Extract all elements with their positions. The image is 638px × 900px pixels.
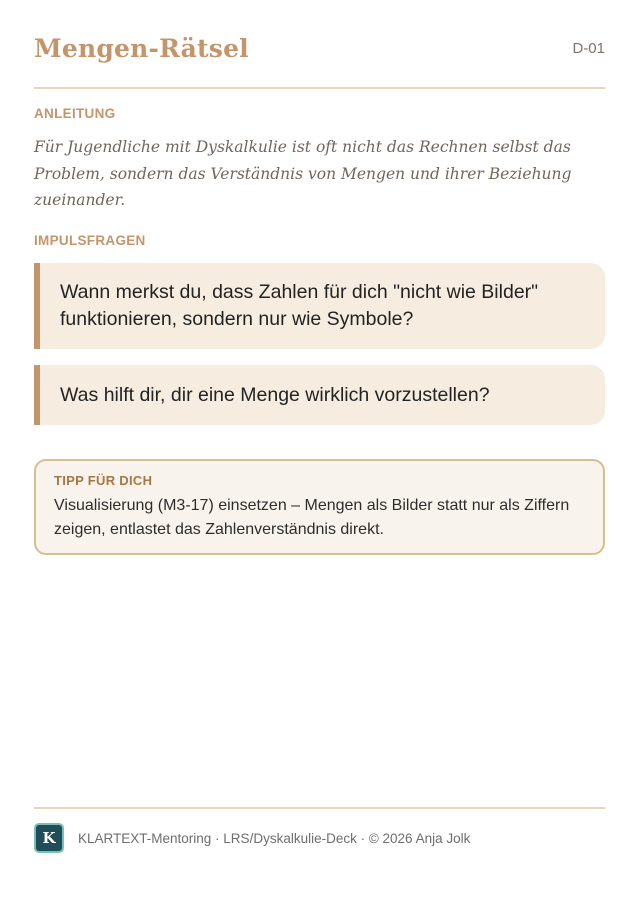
questions-label: IMPULSFRAGEN xyxy=(34,233,146,248)
brand-logo-icon xyxy=(34,823,64,853)
card xyxy=(34,0,605,900)
footer-divider xyxy=(34,807,605,809)
tip-box xyxy=(34,459,605,555)
footer xyxy=(34,821,605,855)
question-card xyxy=(34,365,605,425)
logo-letter: K xyxy=(42,829,56,847)
intro-text: Für Jugendliche mit Dyskalkulie ist oft nicht das Rechnen selbst das Problem, sondern das Verständnis von Mengen und ihrer Beziehung zueinander. xyxy=(34,138,572,209)
header-divider xyxy=(34,87,605,89)
question-text: Was hilft dir, dir eine Menge wirklich vorzustellen? xyxy=(60,383,490,406)
tip-text: Visualisierung (M3-17) einsetzen – Mengen als Bilder statt nur als Ziffern zeigen, entlastet das Zahlenverständnis direkt. xyxy=(54,497,570,538)
card-code: D-01 xyxy=(572,40,605,57)
intro-label: ANLEITUNG xyxy=(34,106,116,121)
question-card xyxy=(34,263,605,349)
tip-label: TIPP FÜR DICH xyxy=(54,473,153,488)
question-text: Wann merkst du, dass Zahlen für dich "nicht wie Bilder" funktionieren, sondern nur wie Symbole? xyxy=(60,281,539,330)
footer-text: KLARTEXT-Mentoring · LRS/Dyskalkulie-Deck · © 2026 Anja Jolk xyxy=(78,830,471,846)
card-title: Mengen-Rätsel xyxy=(34,34,249,63)
card-header xyxy=(34,34,605,70)
